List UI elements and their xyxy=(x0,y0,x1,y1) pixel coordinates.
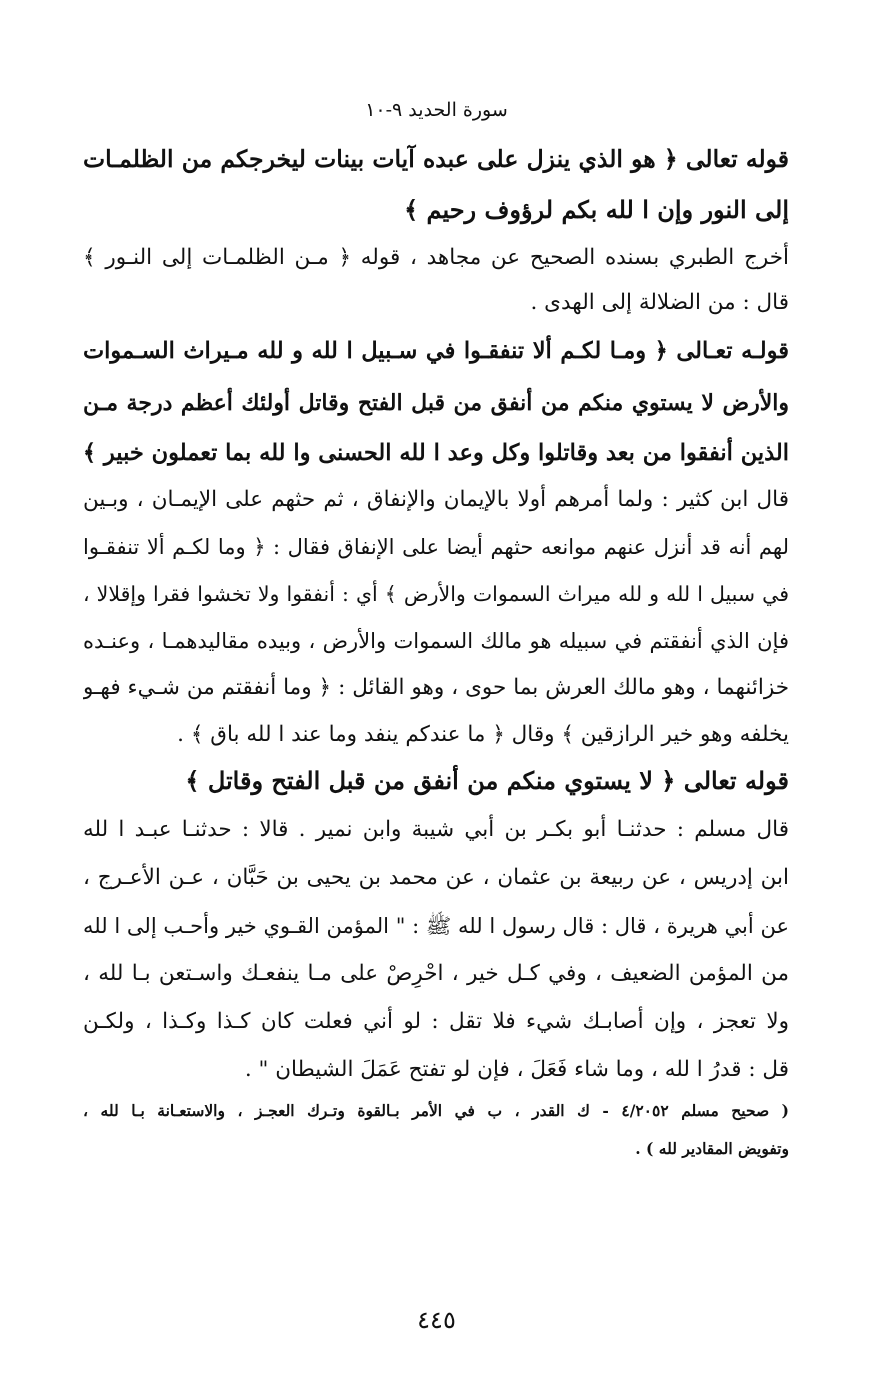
verse-line: قوله تعالى ﴿ لا يستوي منكم من أنفق من قبل الفتح وقاتل ﴾ xyxy=(185,766,789,795)
commentary-line: لهم أنه قد أنزل عنهم موانعه حثهم أيضا على الإنفاق فقال : ﴿ وما لكـم ألا تنفقـوا xyxy=(83,535,789,559)
verse-line: والأرض لا يستوي منكم من أنفق من قبل الفتح وقاتل أولئك أعظم درجة مـن xyxy=(83,390,789,416)
hadith-line: ابن إدريس ، عن ربيعة بن عثمان ، عن محمد بن يحيى بن حَبَّان ، عـن الأعـرج ، xyxy=(83,865,789,890)
commentary-line: فإن الذي أنفقتم في سبيله هو مالك السموات والأرض ، وبيده مقاليدهمـا ، وعنـده xyxy=(83,629,789,653)
reference-line: وتفويض المقادير لله ) . xyxy=(635,1139,789,1158)
page-number: ٤٤٥ xyxy=(417,1306,456,1334)
hadith-line: قل : قدرُ ا لله ، وما شاء فَعَلَ ، فإن لو تفتح عَمَلَ الشيطان " . xyxy=(244,1057,789,1082)
verse-line: الذين أنفقوا من بعد وقاتلوا وكل وعد ا لله الحسنى وا لله بما تعملون خبير ﴾ xyxy=(83,440,789,466)
commentary-line: قال ابن كثير : ولما أمرهم أولا بالإيمان والإنفاق ، ثم حثهم على الإيمـان ، وبـين xyxy=(83,487,789,512)
hadith-line: ولا تعجز ، وإن أصابـك شيء فلا تقل : لو أني فعلت كان كـذا وكـذا ، ولكـن xyxy=(83,1009,789,1034)
hadith-line: قال مسلم : حدثنـا أبو بكـر بن أبي شيبة وابن نمير . قالا : حدثنـا عبـد ا لله xyxy=(83,817,789,842)
verse-line: إلى النور وإن ا لله بكم لرؤوف رحيم ﴾ xyxy=(404,195,789,224)
verse-line: قوله تعالى ﴿ هو الذي ينزل على عبده آيات بينات ليخرجكم من الظلمـات xyxy=(83,145,789,173)
running-header: سورة الحديد ٩-١٠ xyxy=(365,99,508,121)
commentary-line: قال : من الضلالة إلى الهدى . xyxy=(530,290,789,315)
reference-line: ( صحيح مسلم ٤/٢٠٥٢ - ك القدر ، ب في الأمر بـالقوة وتـرك العجـز ، والاستعـانة بـا لله ، xyxy=(83,1101,789,1120)
hadith-line: عن أبي هريرة ، قال : قال رسول ا لله ﷺ : " المؤمن القـوي خير وأحـب إلى ا لله xyxy=(83,914,789,938)
commentary-line: خزائنهما ، وهو مالك العرش بما حوى ، وهو القائل : ﴿ وما أنفقتم من شـيء فهـو xyxy=(83,675,789,700)
hadith-line: من المؤمن الضعيف ، وفي كـل خير ، احْرِصْ على مـا ينفعـك واسـتعن بـا لله ، xyxy=(83,961,789,986)
commentary-line: في سبيل ا لله و لله ميراث السموات والأرض ﴾ أي : أنفقوا ولا تخشوا فقرا وإقلالا ، xyxy=(83,582,789,606)
commentary-line: أخرج الطبري بسنده الصحيح عن مجاهد ، قوله ﴿ مـن الظلمـات إلى النـور ﴾ xyxy=(83,245,789,270)
commentary-line: يخلفه وهو خير الرازقين ﴾ وقال ﴿ ما عندكم ينفد وما عند ا لله باق ﴾ . xyxy=(177,722,789,747)
verse-line: قولـه تعـالى ﴿ ومـا لكـم ألا تنفقـوا في سـبيل ا لله و لله مـيراث السـموات xyxy=(83,338,789,364)
